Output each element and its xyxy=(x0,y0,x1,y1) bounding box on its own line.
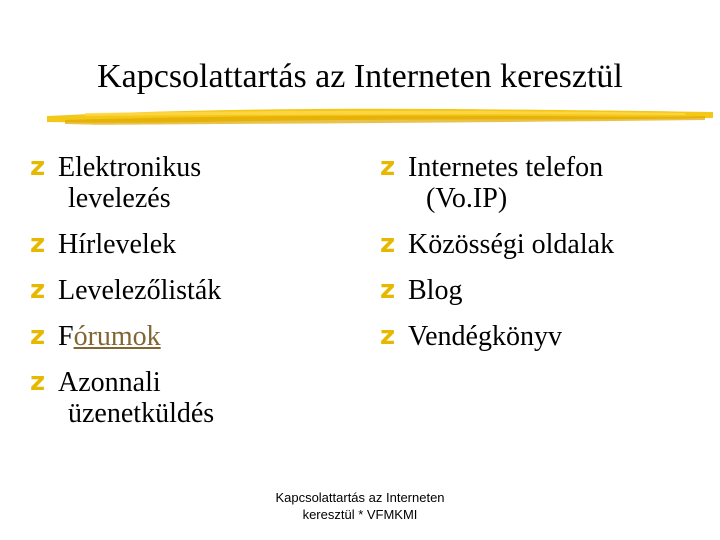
z-bullet-icon: z xyxy=(30,275,46,305)
list-item xyxy=(30,229,350,260)
item-text: F xyxy=(58,321,74,352)
z-bullet-icon: z xyxy=(380,275,396,305)
right-column xyxy=(380,152,700,367)
item-text: Elektronikus xyxy=(58,152,202,183)
item-text: Hírlevelek xyxy=(58,229,177,260)
z-bullet-icon: z xyxy=(30,321,46,351)
footer-line: Kapcsolattartás az Interneten xyxy=(275,490,445,505)
footer-line: keresztül * VFMKMI xyxy=(302,507,418,522)
left-column xyxy=(30,152,350,444)
list-item xyxy=(380,229,700,260)
z-bullet-icon: z xyxy=(380,152,396,182)
item-text-continuation: (Vo.IP) xyxy=(426,183,508,214)
z-bullet-icon: z xyxy=(30,367,46,397)
z-bullet-icon: z xyxy=(380,321,396,351)
item-text: Internetes telefon xyxy=(408,152,604,183)
list-item xyxy=(380,152,700,214)
item-text-continuation: üzenetküldés xyxy=(68,398,215,429)
item-text: Vendégkönyv xyxy=(408,321,562,352)
list-item xyxy=(380,275,700,306)
title-underline-brushstroke xyxy=(45,102,715,132)
item-text: Blog xyxy=(408,275,463,306)
list-item xyxy=(30,275,350,306)
z-bullet-icon: z xyxy=(30,152,46,182)
z-bullet-icon: z xyxy=(30,229,46,259)
list-item xyxy=(380,321,700,352)
z-bullet-icon: z xyxy=(380,229,396,259)
list-item xyxy=(30,367,350,429)
item-text: Közösségi oldalak xyxy=(408,229,615,260)
list-item xyxy=(30,152,350,214)
slide-title: Kapcsolattartás az Interneten keresztül xyxy=(97,58,623,95)
item-text: Azonnali xyxy=(58,367,161,398)
item-text: Levelezőlisták xyxy=(58,275,222,306)
slide-footer xyxy=(240,489,480,523)
forum-link[interactable]: órumok xyxy=(73,321,161,352)
list-item xyxy=(30,321,350,352)
item-text-continuation: levelezés xyxy=(68,183,171,214)
